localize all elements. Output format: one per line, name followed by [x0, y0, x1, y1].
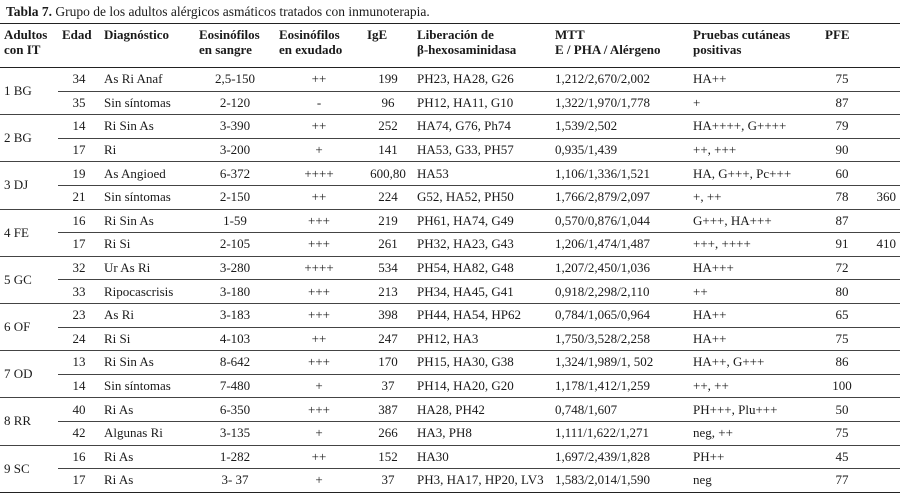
table-row: [0, 327, 900, 351]
cell-eosinofilos-sangre: 7-480: [195, 374, 275, 398]
cell-edad: 34: [58, 68, 100, 92]
cell-eosinofilos-exudado: +: [275, 374, 363, 398]
cell-extra: [863, 68, 900, 92]
cell-pfe: 72: [821, 256, 863, 280]
cell-pfe: 80: [821, 280, 863, 304]
cell-edad: 17: [58, 469, 100, 493]
cell-adulto: 8 RR: [0, 398, 58, 445]
cell-extra: [863, 469, 900, 493]
cell-ige: 252: [363, 115, 413, 139]
data-table: [0, 23, 900, 493]
cell-adulto: 7 OD: [0, 351, 58, 398]
table-row: [0, 303, 900, 327]
cell-mtt: 0,918/2,298/2,110: [551, 280, 689, 304]
cell-edad: 19: [58, 162, 100, 186]
cell-liberacion: PH34, HA45, G41: [413, 280, 551, 304]
cell-eosinofilos-exudado: ++++: [275, 256, 363, 280]
cell-diagnostico: As Angioed: [100, 162, 195, 186]
cell-ige: 37: [363, 374, 413, 398]
header-adultos: Adultos con IT: [4, 27, 48, 57]
cell-liberacion: HA53: [413, 162, 551, 186]
cell-eosinofilos-exudado: -: [275, 91, 363, 115]
table-caption-text: Grupo de los adultos alérgicos asmáticos tratados con inmunoterapia.: [52, 4, 430, 19]
cell-pfe: 75: [821, 421, 863, 445]
cell-pruebas: neg: [689, 469, 821, 493]
cell-pruebas: HA, G+++, Pc+++: [689, 162, 821, 186]
cell-diagnostico: Ri Si: [100, 327, 195, 351]
cell-edad: 16: [58, 209, 100, 233]
cell-liberacion: PH12, HA11, G10: [413, 91, 551, 115]
cell-eosinofilos-exudado: ++: [275, 327, 363, 351]
cell-edad: 40: [58, 398, 100, 422]
cell-ige: 398: [363, 303, 413, 327]
table-body: [0, 68, 900, 493]
cell-mtt: 1,111/1,622/1,271: [551, 421, 689, 445]
cell-mtt: 1,750/3,528/2,258: [551, 327, 689, 351]
header-edad: Edad: [62, 27, 92, 42]
cell-mtt: 1,766/2,879/2,097: [551, 185, 689, 209]
cell-liberacion: PH12, HA3: [413, 327, 551, 351]
cell-extra: [863, 445, 900, 469]
cell-edad: 21: [58, 185, 100, 209]
cell-adulto: 1 BG: [0, 68, 58, 115]
cell-liberacion: PH14, HA20, G20: [413, 374, 551, 398]
cell-eosinofilos-sangre: 6-372: [195, 162, 275, 186]
cell-edad: 23: [58, 303, 100, 327]
cell-pfe: 100: [821, 374, 863, 398]
cell-adulto: 5 GC: [0, 256, 58, 303]
cell-adulto: 2 BG: [0, 115, 58, 162]
header-pfe: PFE: [825, 27, 850, 42]
cell-ige: 247: [363, 327, 413, 351]
table-row: [0, 280, 900, 304]
cell-diagnostico: Ri Sin As: [100, 351, 195, 375]
cell-ige: 199: [363, 68, 413, 92]
cell-eosinofilos-sangre: 8-642: [195, 351, 275, 375]
cell-diagnostico: Ri Sin As: [100, 209, 195, 233]
cell-ige: 213: [363, 280, 413, 304]
cell-pfe: 91: [821, 233, 863, 257]
cell-pruebas: PH++: [689, 445, 821, 469]
cell-extra: [863, 256, 900, 280]
cell-pruebas: PH+++, Plu+++: [689, 398, 821, 422]
cell-diagnostico: Ri: [100, 138, 195, 162]
cell-liberacion: PH23, HA28, G26: [413, 68, 551, 92]
table-caption: [6, 4, 430, 20]
cell-edad: 35: [58, 91, 100, 115]
cell-extra: [863, 162, 900, 186]
cell-pfe: 75: [821, 68, 863, 92]
cell-extra: [863, 138, 900, 162]
header-mtt: MTT E / PHA / Alérgeno: [555, 27, 661, 57]
cell-ige: 387: [363, 398, 413, 422]
cell-eosinofilos-sangre: 3-135: [195, 421, 275, 445]
cell-mtt: 1,322/1,970/1,778: [551, 91, 689, 115]
cell-mtt: 0,748/1,607: [551, 398, 689, 422]
table-row: [0, 115, 900, 139]
cell-ige: 261: [363, 233, 413, 257]
cell-eosinofilos-exudado: +++: [275, 303, 363, 327]
cell-pfe: 87: [821, 209, 863, 233]
cell-eosinofilos-exudado: +++: [275, 209, 363, 233]
cell-extra: [863, 421, 900, 445]
cell-eosinofilos-sangre: 3-183: [195, 303, 275, 327]
cell-liberacion: PH15, HA30, G38: [413, 351, 551, 375]
cell-eosinofilos-exudado: +++: [275, 280, 363, 304]
cell-adulto: 3 DJ: [0, 162, 58, 209]
cell-eosinofilos-sangre: 3-180: [195, 280, 275, 304]
cell-mtt: 1,106/1,336/1,521: [551, 162, 689, 186]
table-caption-label: Tabla 7.: [6, 4, 53, 19]
cell-ige: 266: [363, 421, 413, 445]
cell-ige: 224: [363, 185, 413, 209]
cell-edad: 24: [58, 327, 100, 351]
cell-diagnostico: Ripocascrisis: [100, 280, 195, 304]
header-ige: IgE: [367, 27, 388, 42]
header-eosinofilos-sangre: Eosinófilos en sangre: [199, 27, 260, 57]
cell-eosinofilos-sangre: 3-200: [195, 138, 275, 162]
cell-liberacion: PH44, HA54, HP62: [413, 303, 551, 327]
cell-pfe: 79: [821, 115, 863, 139]
header-row: [0, 24, 900, 68]
cell-pruebas: HA++: [689, 68, 821, 92]
cell-eosinofilos-exudado: ++: [275, 445, 363, 469]
table-row: [0, 138, 900, 162]
header-eosinofilos-exudado: Eosinófilos en exudado: [279, 27, 343, 57]
cell-extra: [863, 303, 900, 327]
cell-pruebas: HA++++, G++++: [689, 115, 821, 139]
cell-pruebas: +: [689, 91, 821, 115]
cell-extra: [863, 374, 900, 398]
cell-liberacion: G52, HA52, PH50: [413, 185, 551, 209]
cell-eosinofilos-exudado: +: [275, 138, 363, 162]
cell-diagnostico: Sin síntomas: [100, 91, 195, 115]
cell-eosinofilos-sangre: 2-105: [195, 233, 275, 257]
table-row: [0, 256, 900, 280]
cell-extra: [863, 91, 900, 115]
cell-pruebas: ++, ++: [689, 374, 821, 398]
cell-diagnostico: Ri Si: [100, 233, 195, 257]
cell-adulto: 6 OF: [0, 303, 58, 350]
cell-liberacion: HA30: [413, 445, 551, 469]
cell-edad: 14: [58, 374, 100, 398]
cell-mtt: 1,539/2,502: [551, 115, 689, 139]
cell-edad: 33: [58, 280, 100, 304]
table-row: [0, 445, 900, 469]
cell-extra: [863, 280, 900, 304]
cell-extra: [863, 209, 900, 233]
table-row: [0, 233, 900, 257]
cell-liberacion: HA28, PH42: [413, 398, 551, 422]
table-row: [0, 162, 900, 186]
cell-eosinofilos-exudado: ++: [275, 115, 363, 139]
cell-diagnostico: Sin síntomas: [100, 185, 195, 209]
cell-pfe: 77: [821, 469, 863, 493]
cell-eosinofilos-exudado: ++: [275, 185, 363, 209]
cell-pruebas: +++, ++++: [689, 233, 821, 257]
cell-eosinofilos-exudado: ++: [275, 68, 363, 92]
cell-pfe: 45: [821, 445, 863, 469]
cell-adulto: 4 FE: [0, 209, 58, 256]
cell-eosinofilos-exudado: +++: [275, 233, 363, 257]
cell-eosinofilos-sangre: 3-390: [195, 115, 275, 139]
cell-mtt: 0,570/0,876/1,044: [551, 209, 689, 233]
cell-pfe: 50: [821, 398, 863, 422]
cell-pruebas: neg, ++: [689, 421, 821, 445]
cell-pruebas: ++: [689, 280, 821, 304]
cell-diagnostico: Algunas Ri: [100, 421, 195, 445]
cell-mtt: 1,178/1,412/1,259: [551, 374, 689, 398]
cell-mtt: 1,697/2,439/1,828: [551, 445, 689, 469]
cell-liberacion: PH32, HA23, G43: [413, 233, 551, 257]
cell-pfe: 86: [821, 351, 863, 375]
cell-pruebas: ++, +++: [689, 138, 821, 162]
cell-extra: [863, 115, 900, 139]
cell-ige: 170: [363, 351, 413, 375]
cell-eosinofilos-exudado: ++++: [275, 162, 363, 186]
cell-ige: 37: [363, 469, 413, 493]
cell-liberacion: PH3, HA17, HP20, LV3: [413, 469, 551, 493]
cell-extra: [863, 351, 900, 375]
cell-extra: 360: [863, 185, 900, 209]
cell-eosinofilos-sangre: 2-150: [195, 185, 275, 209]
cell-extra: 410: [863, 233, 900, 257]
cell-mtt: 1,324/1,989/1, 502: [551, 351, 689, 375]
cell-pfe: 65: [821, 303, 863, 327]
table-row: [0, 351, 900, 375]
cell-edad: 32: [58, 256, 100, 280]
cell-liberacion: PH61, HA74, G49: [413, 209, 551, 233]
table-row: [0, 185, 900, 209]
header-pruebas: Pruebas cutáneas positivas: [693, 27, 791, 57]
cell-eosinofilos-exudado: +: [275, 421, 363, 445]
cell-diagnostico: As Ri Anaf: [100, 68, 195, 92]
cell-pfe: 75: [821, 327, 863, 351]
cell-edad: 16: [58, 445, 100, 469]
cell-ige: 152: [363, 445, 413, 469]
cell-pruebas: HA++, G+++: [689, 351, 821, 375]
cell-mtt: 1,212/2,670/2,002: [551, 68, 689, 92]
cell-pfe: 90: [821, 138, 863, 162]
cell-ige: 96: [363, 91, 413, 115]
header-diagnostico: Diagnóstico: [104, 27, 169, 42]
cell-eosinofilos-sangre: 2-120: [195, 91, 275, 115]
cell-eosinofilos-sangre: 3-280: [195, 256, 275, 280]
cell-liberacion: HA74, G76, Ph74: [413, 115, 551, 139]
table-row: [0, 398, 900, 422]
cell-eosinofilos-sangre: 1-282: [195, 445, 275, 469]
cell-mtt: 1,206/1,474/1,487: [551, 233, 689, 257]
table-row: [0, 469, 900, 493]
cell-ige: 141: [363, 138, 413, 162]
cell-mtt: 1,583/2,014/1,590: [551, 469, 689, 493]
cell-mtt: 0,784/1,065/0,964: [551, 303, 689, 327]
cell-ige: 534: [363, 256, 413, 280]
cell-liberacion: PH54, HA82, G48: [413, 256, 551, 280]
cell-pruebas: G+++, HA+++: [689, 209, 821, 233]
cell-edad: 17: [58, 233, 100, 257]
cell-ige: 219: [363, 209, 413, 233]
cell-diagnostico: Ri As: [100, 469, 195, 493]
cell-eosinofilos-sangre: 2,5-150: [195, 68, 275, 92]
cell-pruebas: HA+++: [689, 256, 821, 280]
cell-eosinofilos-sangre: 4-103: [195, 327, 275, 351]
cell-pfe: 87: [821, 91, 863, 115]
cell-extra: [863, 327, 900, 351]
cell-mtt: 0,935/1,439: [551, 138, 689, 162]
cell-eosinofilos-exudado: +++: [275, 351, 363, 375]
cell-liberacion: HA53, G33, PH57: [413, 138, 551, 162]
cell-diagnostico: Ri Sin As: [100, 115, 195, 139]
cell-pruebas: +, ++: [689, 185, 821, 209]
cell-diagnostico: Sin síntomas: [100, 374, 195, 398]
table-row: [0, 421, 900, 445]
cell-diagnostico: Ur As Ri: [100, 256, 195, 280]
cell-edad: 42: [58, 421, 100, 445]
cell-extra: [863, 398, 900, 422]
cell-pfe: 60: [821, 162, 863, 186]
cell-eosinofilos-exudado: +: [275, 469, 363, 493]
cell-eosinofilos-sangre: 6-350: [195, 398, 275, 422]
header-extra: [863, 24, 900, 68]
cell-liberacion: HA3, PH8: [413, 421, 551, 445]
cell-eosinofilos-exudado: +++: [275, 398, 363, 422]
cell-diagnostico: Ri As: [100, 398, 195, 422]
cell-pruebas: HA++: [689, 303, 821, 327]
header-liberacion: Liberación de β-hexosaminidasa: [417, 27, 517, 57]
table-row: [0, 68, 900, 92]
cell-pruebas: HA++: [689, 327, 821, 351]
table-row: [0, 209, 900, 233]
cell-eosinofilos-sangre: 3- 37: [195, 469, 275, 493]
cell-adulto: 9 SC: [0, 445, 58, 492]
cell-edad: 14: [58, 115, 100, 139]
table-row: [0, 374, 900, 398]
cell-edad: 17: [58, 138, 100, 162]
cell-diagnostico: Ri As: [100, 445, 195, 469]
cell-pfe: 78: [821, 185, 863, 209]
table-row: [0, 91, 900, 115]
cell-eosinofilos-sangre: 1-59: [195, 209, 275, 233]
cell-ige: 600,80: [363, 162, 413, 186]
cell-mtt: 1,207/2,450/1,036: [551, 256, 689, 280]
cell-diagnostico: As Ri: [100, 303, 195, 327]
cell-edad: 13: [58, 351, 100, 375]
